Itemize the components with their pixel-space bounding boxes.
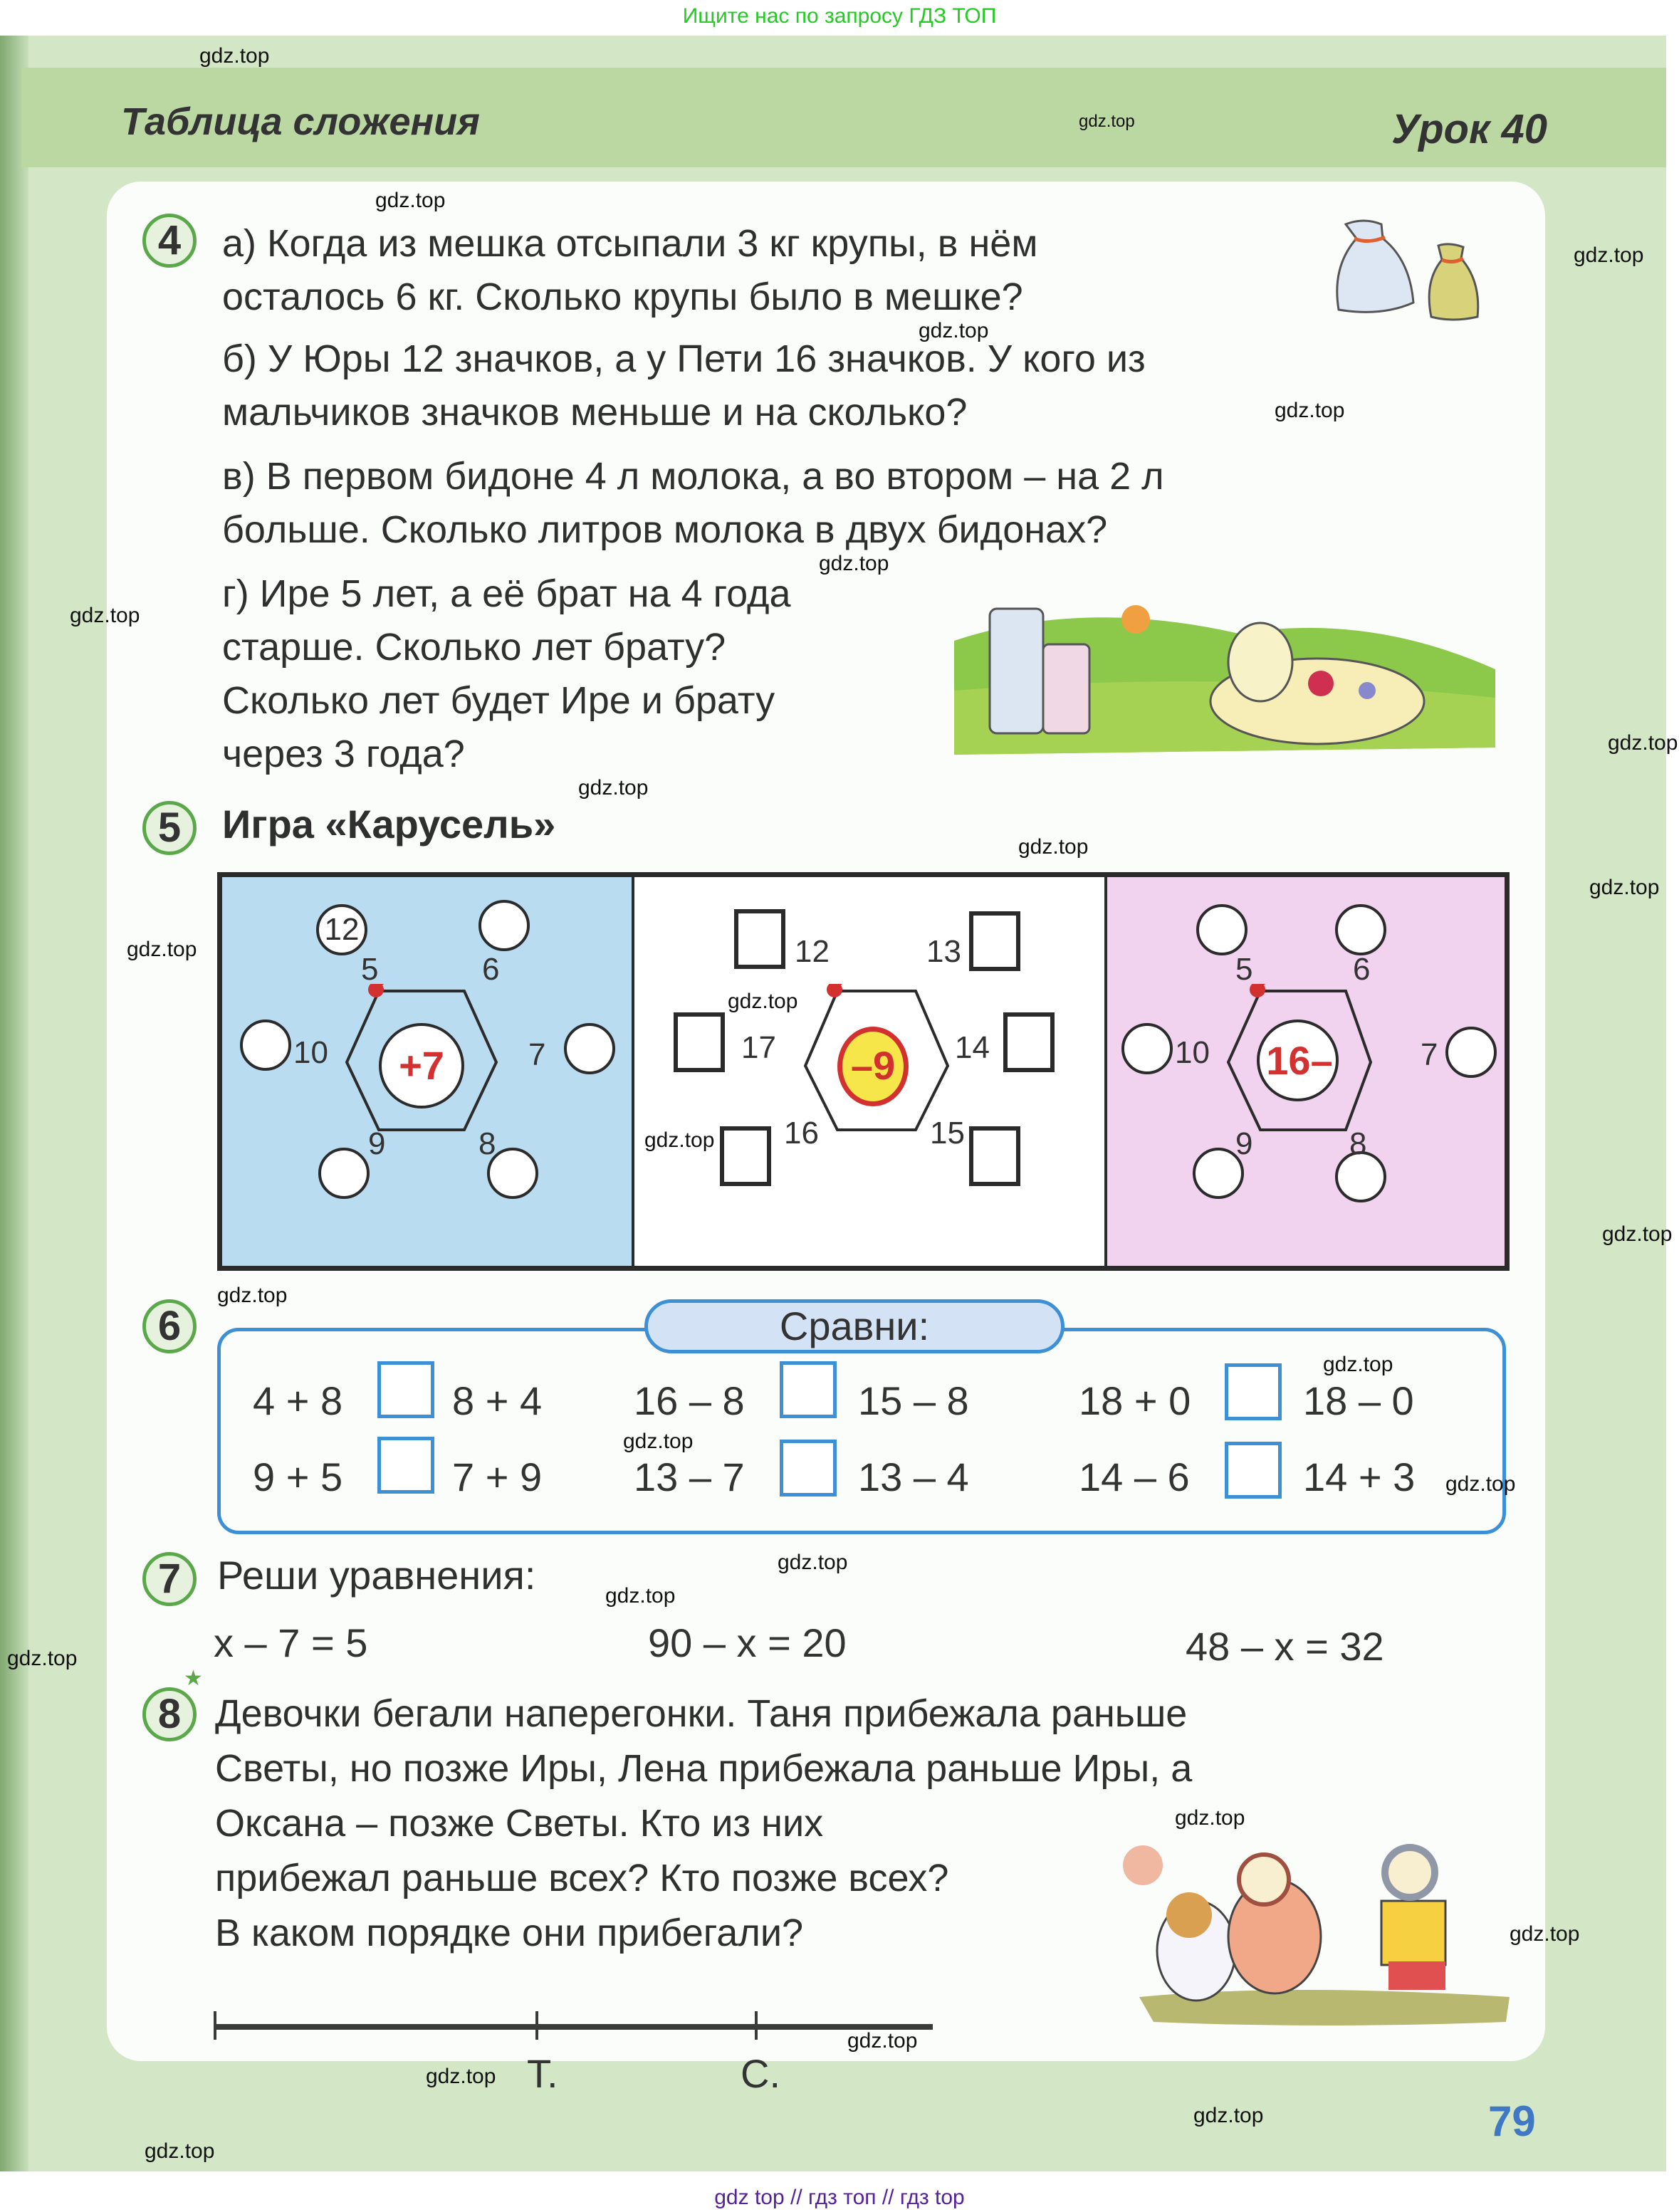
carousel-number: 5 [1235,952,1253,987]
compare-right: 14 + 3 [1303,1454,1416,1499]
watermark: gdz.top [1175,1806,1245,1830]
task-number-6: 6 [142,1299,197,1353]
task7-title: Реши уравнения: [217,1553,536,1598]
compare-left: 16 – 8 [634,1378,745,1423]
carousel-panel-16minus [1107,877,1505,1266]
task4-v-line1: в) В первом бидоне 4 л молока, а во втором – на 2 л [222,455,1164,498]
carousel-number: 10 [293,1035,328,1070]
compare-left: 18 + 0 [1079,1378,1191,1423]
watermark: gdz.top [728,990,798,1013]
compare-sign-box[interactable] [377,1361,434,1418]
watermark: gdz.top [127,938,197,961]
task4-g-line4: через 3 года? [222,733,465,775]
task-number-5: 5 [142,801,197,855]
carousel-number: 5 [361,952,379,987]
watermark: gdz.top [145,2139,215,2163]
lesson-number: Урок 40 [1391,106,1547,152]
cow-milkcans-illustration [940,584,1510,762]
task8-line5: В каком порядке они прибегали? [215,1912,804,1954]
page-number: 79 [1488,2097,1536,2145]
answer-square[interactable] [1003,1012,1055,1072]
task8-line3: Оксана – позже Светы. Кто из них [215,1802,824,1845]
watermark: gdz.top [1445,1472,1516,1496]
carousel-panel-plus7 [222,877,634,1266]
carousel-number: 7 [528,1037,546,1072]
answer-circle[interactable] [240,1019,291,1071]
task-number-7: 7 [142,1552,197,1606]
compare-left: 4 + 8 [253,1378,343,1423]
carousel-number: 14 [955,1030,990,1065]
timeline [214,2024,933,2030]
equation: 90 – x = 20 [648,1620,847,1665]
carousel-number: 17 [741,1030,776,1065]
answer-circle[interactable] [1121,1023,1173,1074]
compare-left: 14 – 6 [1079,1454,1190,1499]
answer-circle[interactable] [318,1148,370,1199]
compare-sign-box[interactable] [780,1440,837,1496]
task5-title: Игра «Карусель» [222,802,556,846]
carousel-number: 7 [1421,1037,1438,1072]
compare-left: 13 – 7 [634,1454,745,1499]
watermark: gdz.top [375,189,446,212]
answer-square[interactable] [720,1126,771,1186]
watermark: gdz.top [1018,835,1089,859]
carousel-number: 6 [1353,952,1371,987]
watermark: gdz.top [426,2065,496,2088]
carousel-number: 16 [784,1116,819,1150]
carousel-number: 13 [926,934,961,969]
compare-sign-box[interactable] [780,1361,837,1418]
task8-line2: Светы, но позже Иры, Лена прибежала раньше Иры, а [215,1747,1193,1790]
watermark: gdz.top [605,1584,676,1608]
watermark: gdz.top [1079,112,1135,131]
carousel-number: 10 [1175,1035,1210,1070]
watermark: gdz.top [778,1551,848,1574]
watermark: gdz.top [1275,399,1345,422]
answer-circle[interactable] [1335,904,1386,955]
task8-line4: прибежал раньше всех? Кто позже всех? [215,1857,949,1899]
watermark: gdz.top [1589,876,1660,899]
compare-sign-box[interactable] [377,1437,434,1494]
task4-v-line2: больше. Сколько литров молока в двух бидонах? [222,508,1108,551]
compare-right: 8 + 4 [452,1378,543,1423]
compare-sign-box[interactable] [1225,1442,1282,1499]
timeline-label-t: Т. [527,2051,558,2096]
compare-left: 9 + 5 [253,1454,343,1499]
carousel-number: 8 [1349,1126,1367,1161]
bags-illustration [1324,203,1488,324]
watermark: gdz.top [819,552,889,575]
carousel-number: 15 [930,1116,965,1150]
watermark: gdz.top [623,1430,694,1453]
timeline-tick-s [755,2011,758,2040]
watermark: gdz.top [644,1128,715,1152]
operation-label: 16– [1266,1038,1333,1083]
running-girls-illustration [1111,1808,1524,2058]
task4-g-line2: старше. Сколько лет брату? [222,626,726,669]
carousel-game [217,872,1510,1271]
compare-box [217,1328,1506,1534]
task4-b-line2: мальчиков значков меньше и на сколько? [222,391,968,434]
watermark: gdz.top [578,776,649,800]
timeline-tick-t [535,2011,538,2040]
equation: 48 – x = 32 [1186,1624,1384,1669]
star-icon: ★ [184,1667,203,1690]
answer-circle-filled[interactable]: 12 [316,904,367,955]
page-title: Таблица сложения [121,100,480,143]
footer-links[interactable]: gdz top // гдз топ // гдз top [714,2186,965,2209]
page-spine [0,36,28,2171]
timeline-label-s: С. [741,2051,780,2096]
task4-b-line1: б) У Юры 12 значков, а у Пети 16 значков. У кого из [222,337,1146,380]
compare-sign-box[interactable] [1225,1363,1282,1420]
watermark: gdz.top [1602,1222,1673,1246]
watermark: gdz.top [1323,1353,1393,1376]
watermark: gdz.top [70,604,140,627]
operation-label: +7 [399,1043,444,1088]
answer-circle[interactable] [478,900,530,951]
task4-g-line3: Сколько лет будет Ире и брату [222,679,775,722]
task4-g-line1: г) Ире 5 лет, а её брат на 4 года [222,572,791,615]
search-banner[interactable]: Ищите нас по запросу ГДЗ ТОП [682,4,997,28]
watermark: gdz.top [847,2029,918,2053]
carousel-number: 9 [1235,1126,1253,1161]
watermark: gdz.top [217,1284,288,1307]
task4-a-line2: осталось 6 кг. Сколько крупы было в мешке? [222,276,1023,318]
compare-right: 7 + 9 [452,1454,543,1499]
watermark: gdz.top [1574,243,1644,267]
compare-right: 18 – 0 [1303,1378,1414,1423]
task8-line1: Девочки бегали наперегонки. Таня прибежала раньше [215,1692,1188,1735]
task-number-4: 4 [142,214,197,268]
carousel-number: 8 [478,1126,496,1161]
watermark: gdz.top [199,44,270,68]
answer-circle[interactable] [1445,1027,1497,1078]
compare-right: 13 – 4 [858,1454,969,1499]
watermark: gdz.top [1510,1922,1580,1946]
equation: x – 7 = 5 [214,1620,368,1665]
answer-square[interactable] [674,1012,725,1072]
task4-a-line1: а) Когда из мешка отсыпали 3 кг крупы, в нём [222,222,1038,265]
watermark: gdz.top [919,319,989,342]
answer-square[interactable] [969,911,1020,971]
answer-circle[interactable] [564,1023,615,1074]
watermark: gdz.top [1193,2104,1264,2127]
operation-label: –9 [850,1043,896,1088]
carousel-number: 9 [368,1126,386,1161]
carousel-number: 6 [482,952,500,987]
watermark: gdz.top [7,1647,78,1670]
compare-title: Сравни: [644,1299,1065,1353]
answer-circle[interactable] [1196,904,1248,955]
task-number-8: 8 [142,1687,197,1741]
answer-square[interactable] [969,1126,1020,1186]
watermark: gdz.top [1608,731,1678,755]
carousel-panel-minus9 [634,877,1107,1266]
compare-right: 15 – 8 [858,1378,969,1423]
timeline-tick-start [214,2011,216,2040]
answer-square[interactable] [734,909,785,969]
carousel-number: 12 [795,934,830,969]
